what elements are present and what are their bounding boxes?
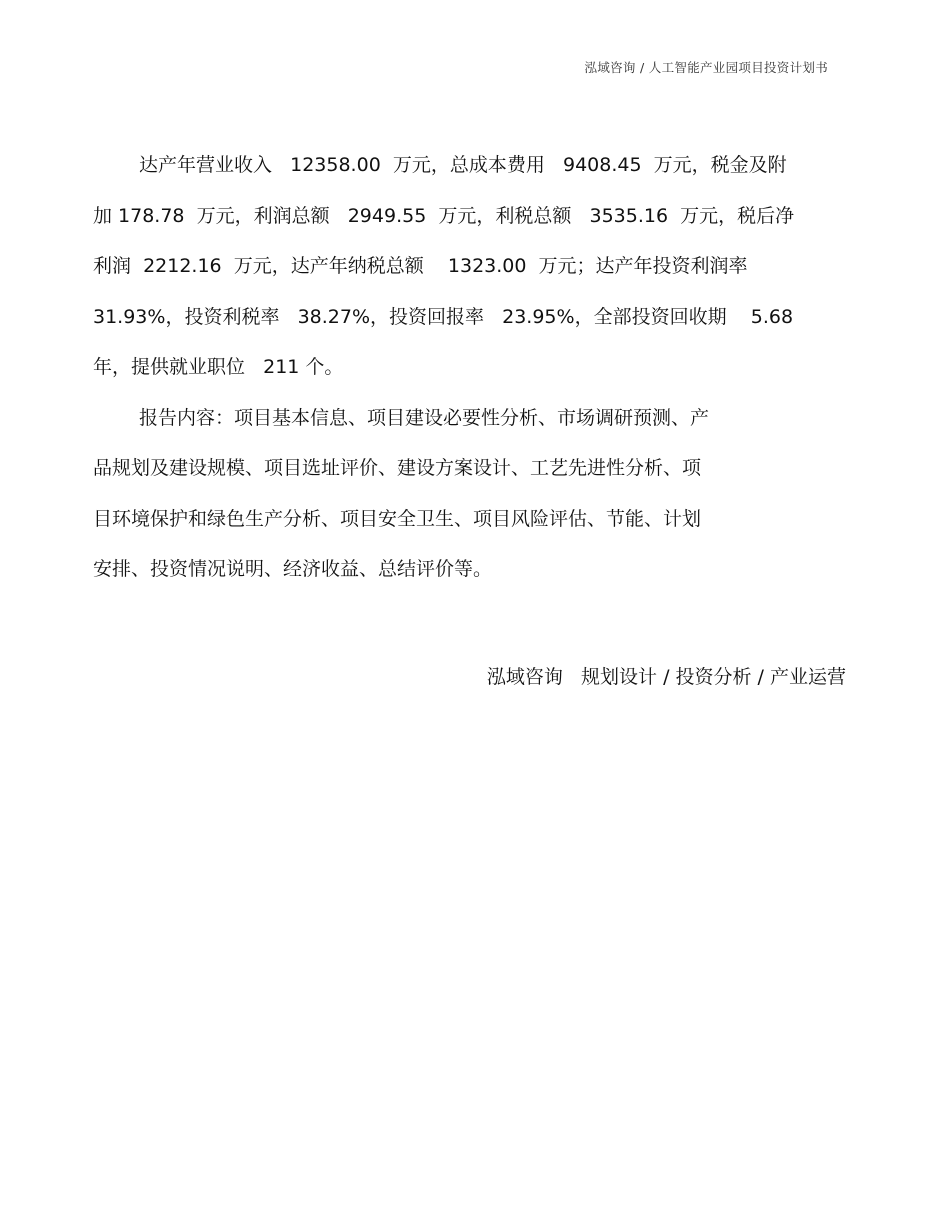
summary-line: 达产年营业收入 12358.00 万元，总成本费用 9408.45 万元，税金及附 bbox=[139, 154, 787, 176]
summary-paragraph bbox=[93, 140, 843, 393]
contents-line: 目环境保护和绿色生产分析、项目安全卫生、项目风险评估、节能、计划 bbox=[93, 507, 702, 530]
contents-line: 报告内容：项目基本信息、项目建设必要性分析、市场调研预测、产 bbox=[139, 406, 710, 429]
contents-line: 品规划及建设规模、项目选址评价、建设方案设计、工艺先进性分析、项 bbox=[93, 457, 702, 479]
footer-brand-line: 泓域咨询 规划设计 / 投资分析 / 产业运营 bbox=[486, 666, 846, 688]
contents-line: 安排、投资情况说明、经济收益、总结评价等。 bbox=[93, 558, 493, 580]
contents-paragraph bbox=[93, 393, 843, 595]
summary-line: 年，提供就业职位 211 个。 bbox=[93, 356, 344, 378]
document-body bbox=[93, 140, 843, 595]
running-header: 泓域咨询 / 人工智能产业园项目投资计划书 bbox=[584, 60, 828, 75]
summary-line: 加 178.78 万元，利润总额 2949.55 万元，利税总额 3535.16 万元，税后净 bbox=[93, 204, 795, 227]
summary-line: 利润 2212.16 万元，达产年纳税总额 1323.00 万元；达产年投资利润率 bbox=[93, 255, 748, 277]
summary-line: 31.93%，投资利税率 38.27%，投资回报率 23.95%，全部投资回收期 5.68 bbox=[93, 305, 794, 328]
